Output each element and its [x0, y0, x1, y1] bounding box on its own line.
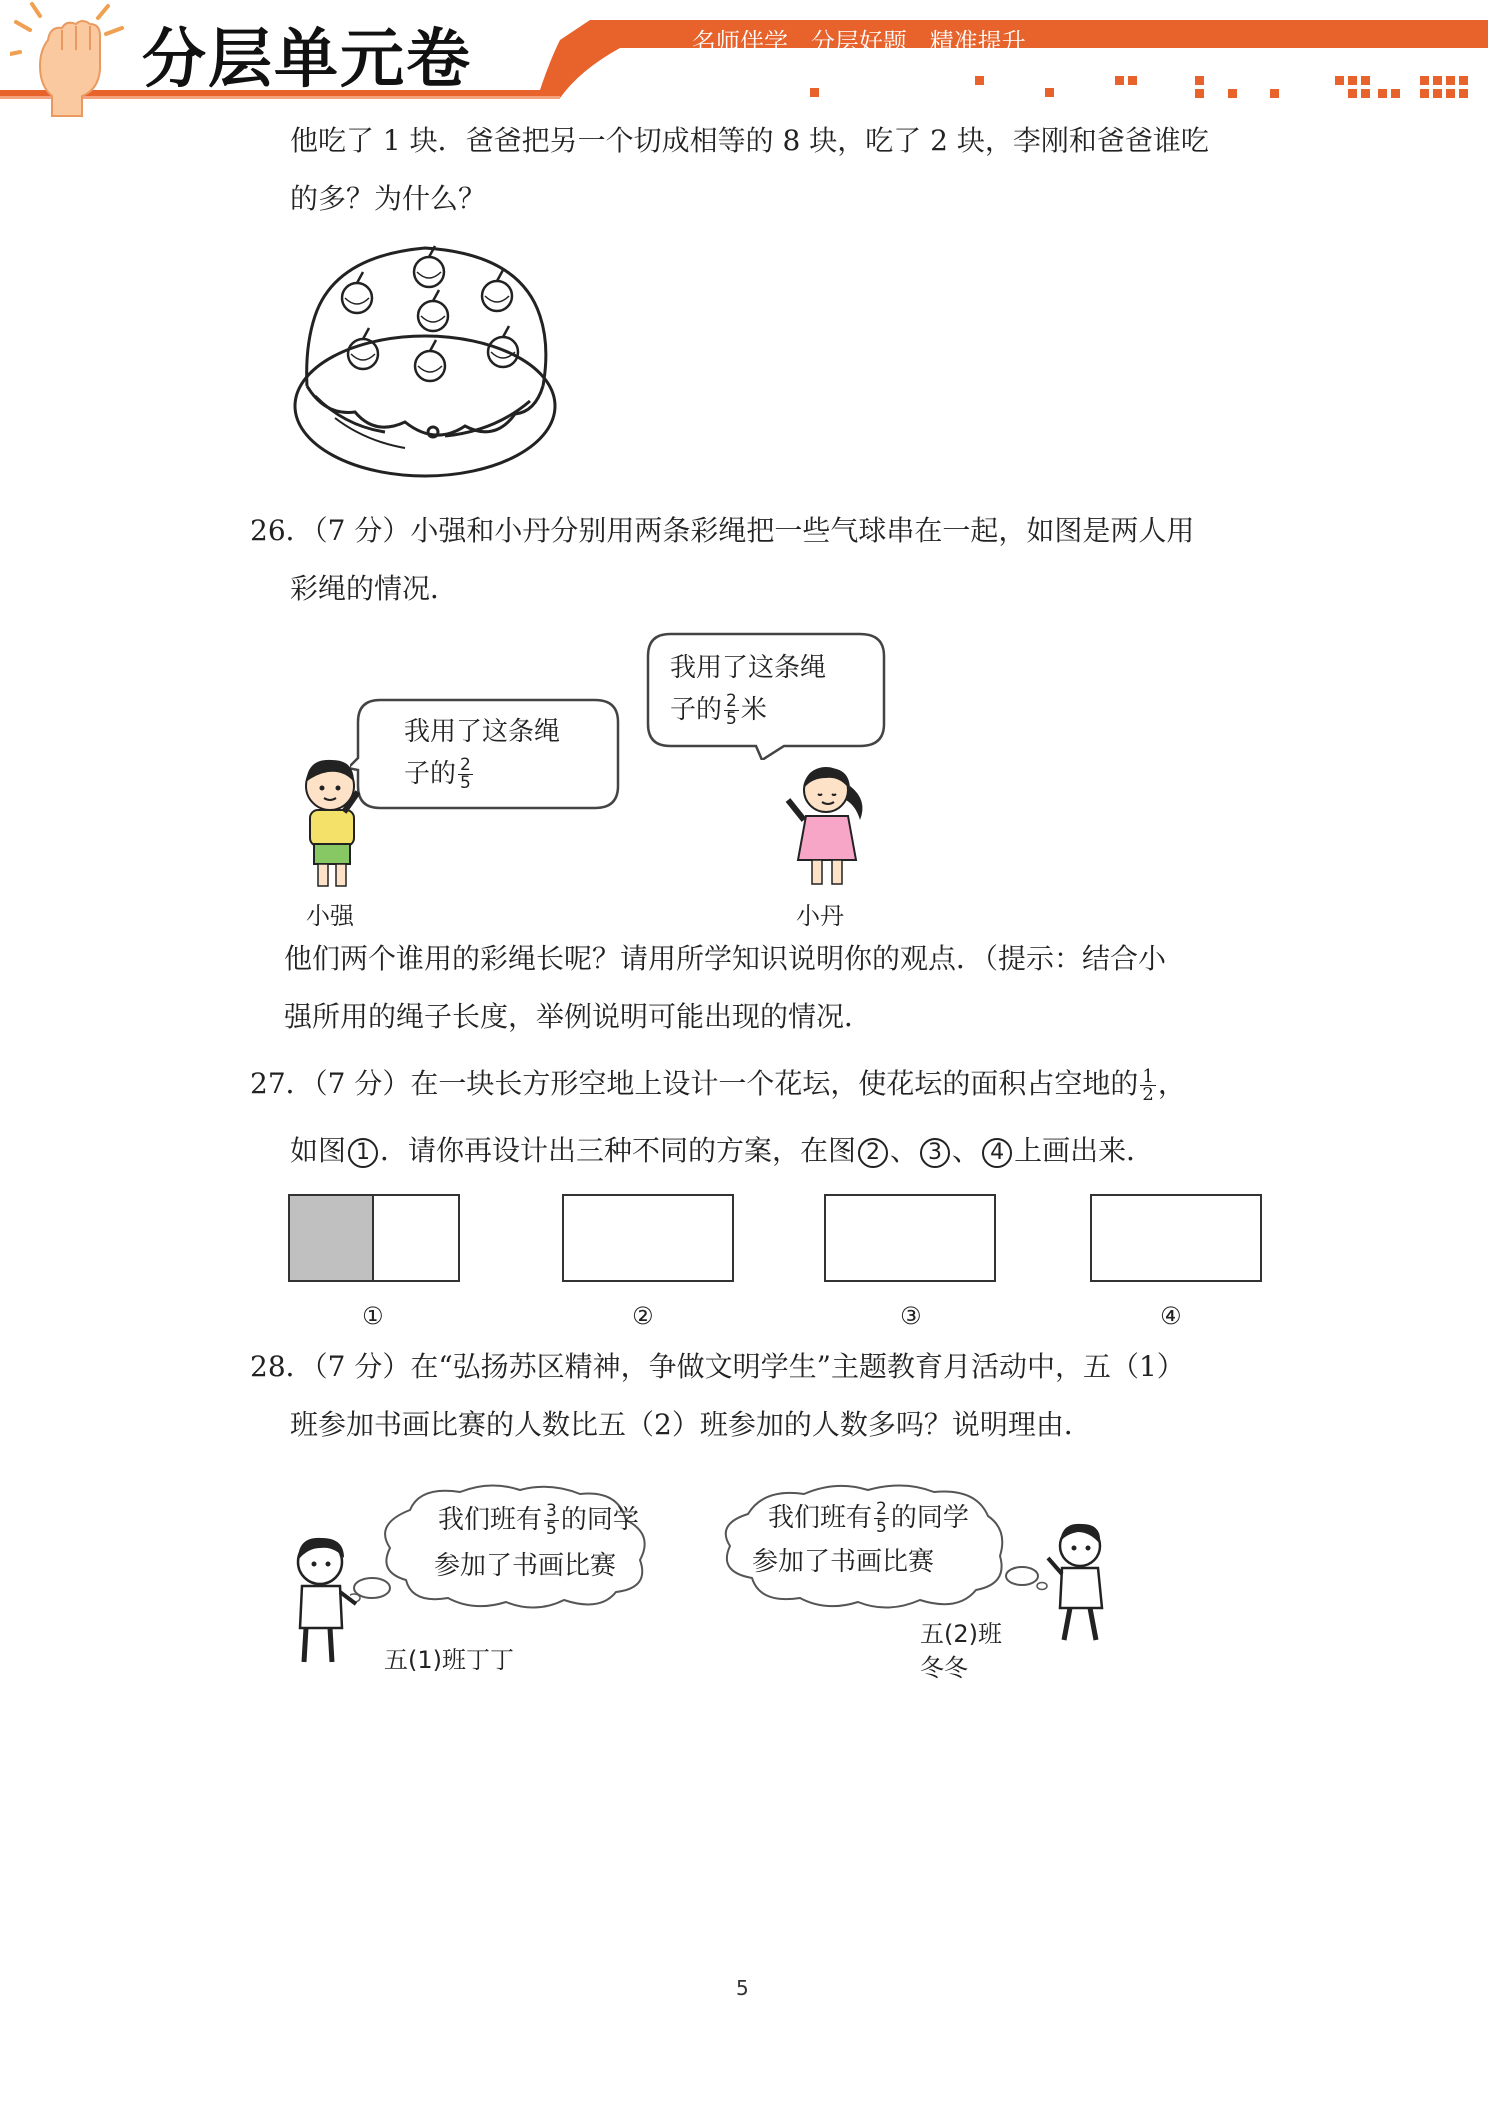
circle-num-3: 3	[920, 1138, 950, 1168]
rect-figure-2	[562, 1194, 734, 1282]
fist-logo-icon	[10, 0, 130, 118]
caption-xiaodan: 小丹	[796, 902, 844, 930]
rect-figure-4	[1090, 1194, 1262, 1282]
cloud-left-line1: 我们班有 $\frac{3}{5}$ 的同学	[438, 1501, 639, 1539]
q26-after-line2: 强所用的绳子长度，举例说明可能出现的情况．	[284, 1000, 873, 1033]
figure-label-4: ④	[1160, 1302, 1182, 1330]
cake-illustration	[285, 236, 565, 486]
caption-dongdong-class: 五(2)班	[920, 1620, 1002, 1648]
header-title: 分层单元卷	[142, 23, 472, 97]
q27-text-line2: 如图 1 ．请你再设计出三种不同的方案，在图 2 、 3 、 4 上画出来．	[290, 1134, 1155, 1167]
rect-figure-1	[288, 1194, 460, 1282]
q26-text-line1: 26．（7 分）小强和小丹分别用两条彩绳把一些气球串在一起，如图是两人用	[250, 514, 1195, 547]
q25-text-line1: 他吃了 1 块．爸爸把另一个切成相等的 8 块，吃了 2 块，李刚和爸爸谁吃	[290, 124, 1209, 157]
q27-text-line1: 27．（7 分）在一块长方形空地上设计一个花坛，使花坛的面积占空地的 $\frac{1}{2}$ ，	[250, 1066, 1186, 1105]
q26-text-line2: 彩绳的情况．	[290, 572, 459, 605]
bubble-right-line1: 我用了这条绳	[670, 653, 827, 683]
bubble-left-line2: 子的 $\frac{2}{5}$	[404, 755, 471, 793]
circle-num-4: 4	[982, 1138, 1012, 1168]
bubble-left-line1: 我用了这条绳	[404, 717, 561, 747]
figure-label-1: ①	[362, 1302, 384, 1330]
bubble-right-line2: 子的 $\frac{2}{5}$ 米	[670, 691, 767, 729]
girl-xiaodan-illustration	[780, 760, 880, 890]
cloud-right-line1: 我们班有 $\frac{2}{5}$ 的同学	[768, 1499, 969, 1537]
caption-dongdong-name: 冬冬	[920, 1654, 968, 1682]
q25-text-line2: 的多？为什么？	[290, 182, 487, 215]
cloud-right-line2: 参加了书画比赛	[752, 1547, 935, 1577]
caption-xiaoqiang: 小强	[306, 902, 354, 930]
q28-text-line1: 28．（7 分）在“弘扬苏区精神，争做文明学生”主题教育月活动中，五（1）	[250, 1350, 1185, 1383]
q26-after-line1: 他们两个谁用的彩绳长呢？请用所学知识说明你的观点．（提示：结合小	[284, 942, 1167, 975]
page-number: 5	[736, 1976, 749, 2000]
boy-dingding-illustration	[284, 1532, 364, 1672]
circle-num-1: 1	[348, 1138, 378, 1168]
cloud-left-line2: 参加了书画比赛	[434, 1551, 617, 1581]
header-slogan: 名师伴学 分层好题 精准提升	[692, 28, 1026, 56]
boy-dongdong-illustration	[1040, 1518, 1120, 1648]
boy-xiaoqiang-illustration	[288, 752, 378, 892]
circle-num-2: 2	[858, 1138, 888, 1168]
q28-text-line2: 班参加书画比赛的人数比五（2）班参加的人数多吗？说明理由．	[290, 1408, 1092, 1441]
figure-label-3: ③	[900, 1302, 922, 1330]
caption-dingding: 五(1)班丁丁	[384, 1646, 514, 1674]
rect-figure-3	[824, 1194, 996, 1282]
figure-label-2: ②	[632, 1302, 654, 1330]
flowerbed-shaded-area	[290, 1196, 374, 1280]
